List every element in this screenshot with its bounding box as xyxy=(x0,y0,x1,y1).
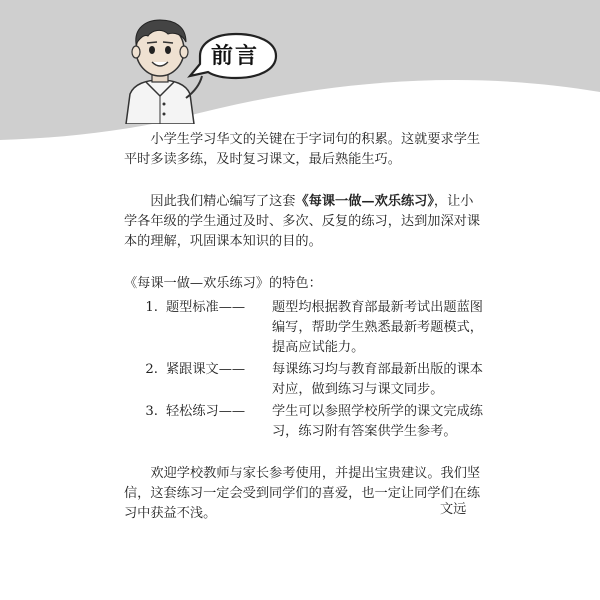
author-signature: 文远 xyxy=(440,502,467,517)
feature-description: 每课练习均与教育部最新出版的课本对应，做到练习与课文同步。 xyxy=(272,362,483,397)
features-title: 《每课一做—欢乐练习》的特色： xyxy=(124,276,322,291)
paragraph-closing: 欢迎学校教师与家长参考使用，并提出宝贵建议。我们坚信，这套练习一定会受到同学们的喜爱，也一定让同学们在练习中获益不浅。 xyxy=(124,466,481,521)
feature-item xyxy=(124,402,484,442)
header-band xyxy=(0,0,600,140)
purpose-lead: 因此我们精心编写了这套 xyxy=(150,194,296,209)
paragraph-purpose xyxy=(124,192,484,252)
feature-name: 轻松练习—— xyxy=(166,404,246,419)
feature-name: 紧跟课文—— xyxy=(166,362,246,377)
page-title: 前言 xyxy=(210,44,259,69)
feature-name: 题型标准—— xyxy=(166,300,246,315)
feature-item xyxy=(124,298,484,358)
feature-description: 题型均根据教育部最新考试出题蓝图编写，帮助学生熟悉最新考题模式，提高应试能力。 xyxy=(272,300,483,355)
feature-number: 2. xyxy=(145,362,158,377)
paragraph-intro: 小学生学习华文的关键在于字词句的积累。这就要求学生平时多读多练，及时复习课文，最后熟能生巧。 xyxy=(124,132,481,167)
features-list xyxy=(124,274,484,442)
feature-number: 1. xyxy=(145,300,158,315)
feature-item xyxy=(124,360,484,400)
feature-description: 学生可以参照学校所学的课文完成练习，练习附有答案供学生参考。 xyxy=(272,404,483,439)
preface-body xyxy=(124,130,484,546)
book-title-bold: 《每课一做—欢乐练习》 xyxy=(295,194,434,209)
feature-number: 3. xyxy=(145,404,158,419)
purpose-rest: ，让小学各年级的学生通过及时、多次、反复的练习，达到加深对课本的理解，巩固课本知识的目的。 xyxy=(124,194,481,249)
